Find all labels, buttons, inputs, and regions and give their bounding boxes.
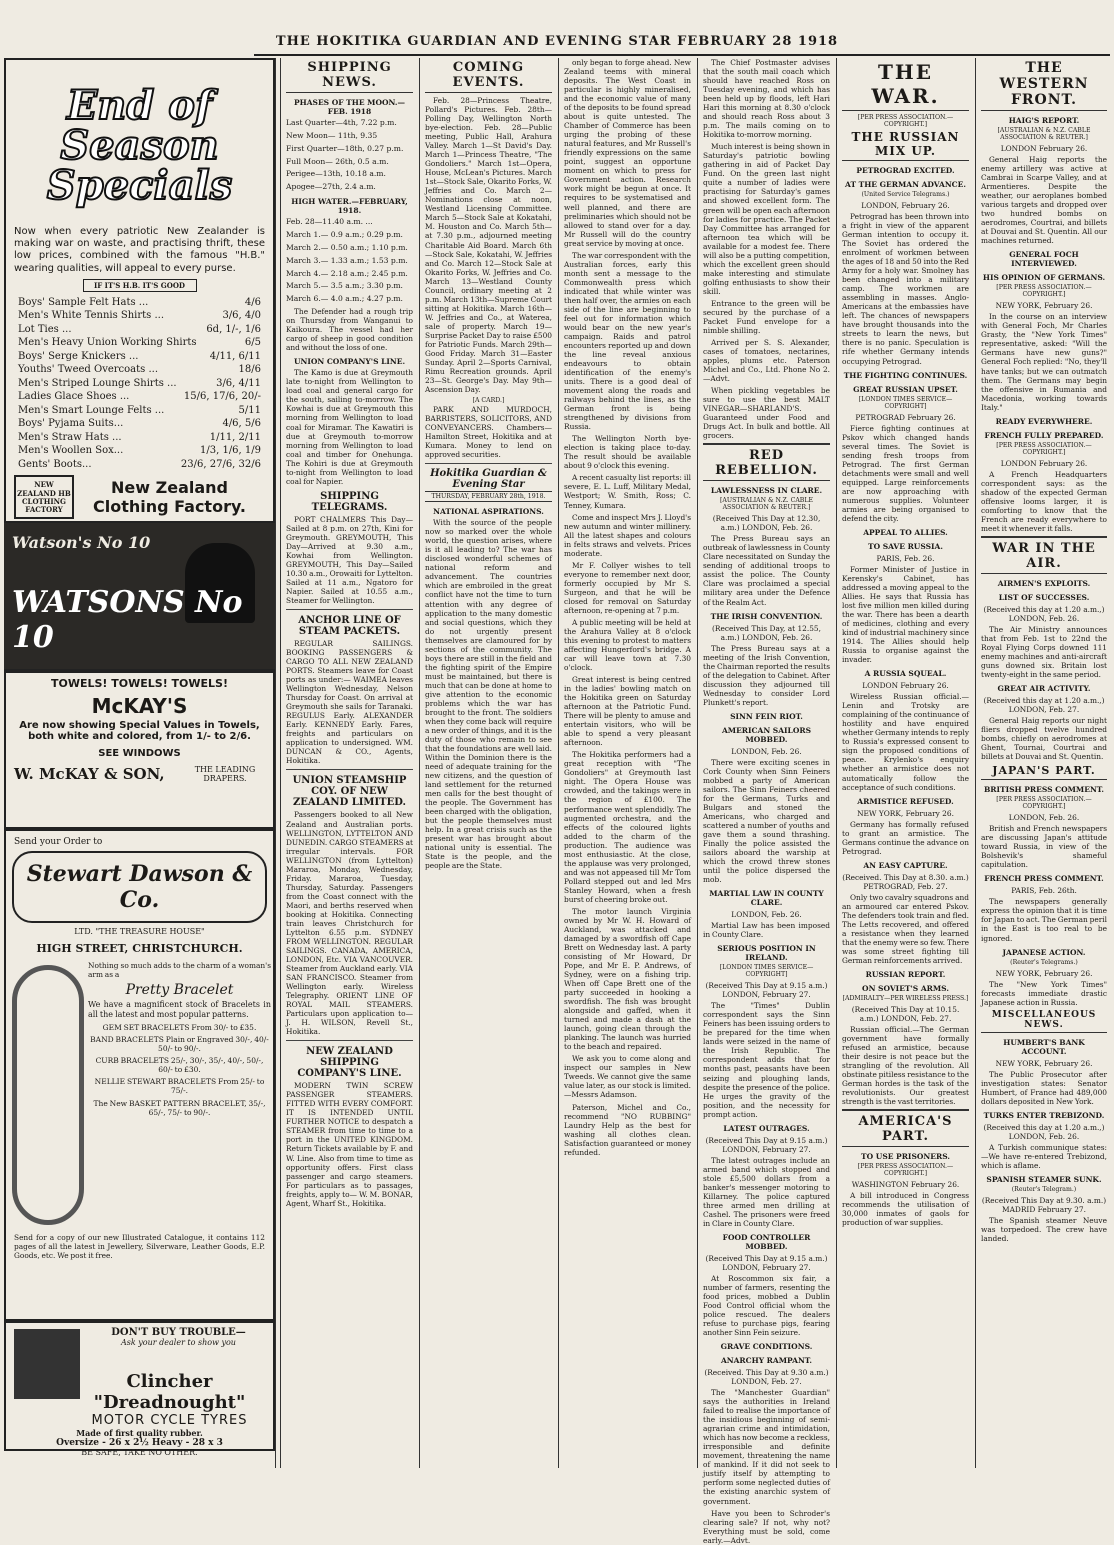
anchor-line-body: REGULAR SAILINGS. BOOKING PASSENGERS & CARGO TO ALL NEW ZEALAND PORTS. Steamers leave for Coast ports as under:— WAIMEA leaves Wellington Wednesday, Nelson Thursday for Coast. On arrival at Greymouth she sails for Taranaki. REGULUS Early. ALEXANDER Early. KENNEDY Early. Fares, freights and particulars on application to undersigned. WM. DUNCAN & CO., Agents, Hokitika. [286,639,413,766]
defender-note: The Defender had a rough trip on Thursday from Wanganui to Kaikoura. The vessel had her cargo of sheep in good condition and without the loss of one. [286,307,413,353]
irish-dateline: (Received This Day, at 12.55, a.m.) LONDON, Feb. 26. [712,623,821,642]
tweeds-paragraph: We ask you to come along and inspect our samples in New Tweeds. We cannot give the same value later, as our stock is limited.—Messrs Adamson. [564,1054,691,1100]
activity-dateline: (Received this day at 1.20 a.m.,) LONDON, Feb. 27. [983,696,1105,715]
bracelet-line: The New BASKET PATTERN BRACELET, 35/-, 65/-, 75/- to 90/-. [93,1098,266,1117]
easy-dateline: (Received. This Day at 8.30. a.m.) PETROGRAD, Feb. 27. [842,872,969,891]
ireland-column [697,58,835,1545]
fighting-title: THE FIGHTING CONTINUES. [843,370,968,380]
clincher-made: Made of first quality rubber. [76,1428,203,1438]
haig-credit: [AUSTRALIAN & N.Z. CABLE ASSOCIATION & REUTER.] [997,127,1091,141]
table-line: March 4.— 2.18 a.m.; 2.45 p.m. [286,268,408,278]
bracelet-line: NELLIE STEWART BRACELETS From 25/- to 75/-. [94,1077,265,1096]
price-row [18,431,261,445]
outrages-body: The latest outrages include an armed band which stopped and stole £5,500 dollars from a banker's messenger motoring to Killarney. The police captured three armed men drilling at Cashel. The prisoners were freed in Clare in County Clare. [703,1155,830,1228]
send-order: Send your Order to [14,837,103,847]
jact-dateline: NEW YORK, February 26. [995,968,1093,978]
watsons-top: Watson's No 10 [12,533,151,552]
anarchy-dateline: (Received. This Day at 9.30 a.m.) LONDON, Feb. 27. [704,1368,829,1387]
food-body: At Roscommon six fair, a number of farmers, resenting the food prices, mobbed a Dublin Food Control official whom the police rescued. The dealers refuse to purchase pigs, fearing another Sinn Fein seizure. [703,1273,830,1338]
squeal-body: Wireless Russian official.—Lenin and Trotsky are complaining of the continuance of hostility and have enquired whether Germany intends to reply to Russia's expressed consent to sign the proposed conditions of peace. Krylenko's enquiry whether an armistice does not automatically follow the acceptance of such conditions. [842,692,970,792]
item-name: Boys' Pyjama Suits... [18,418,124,430]
coming-events-heading: COMING EVENTS. [425,60,552,93]
item-price: 5/11 [238,404,261,416]
armistice-title: ARMISTICE REFUSED. [857,796,954,806]
price-row [18,363,261,377]
pretty-bracelet: Pretty Bracelet [125,982,234,999]
leader-date: THURSDAY, FEBRUARY 28th, 1918. [425,491,552,502]
price-row [18,390,261,404]
foch-subtitle: HIS OPINION OF GERMANS. [982,273,1106,283]
save-body: Former Minister of Justice in Kerensky's Cabinet, has addressed a moving appeal to the Allies. He says that Russia has lost five million men killed during the war. There has been a dearth of medicines, clothing and every kind of industrial machinery since 1914. The Allies should help Russia to organise against the invader. [842,564,969,665]
grave-conditions-title: GRAVE CONDITIONS. [720,1342,813,1352]
item-price: 1/11, 2/11 [209,431,261,443]
item-price: 3/6, 4/11 [216,377,261,389]
easy-body: Only two cavalry squadrons and an armoured car entered Pskov. The defenders took train and fled. The Letts recovered, and offered a resistance when they learned that the enemy were so few. There was some street fighting till German reinforcements arrived. [842,892,969,965]
item-name: Gents' Boots... [18,458,92,470]
shipping-telegrams-title: SHIPPING TELEGRAMS. [311,490,388,513]
masthead-rule [254,54,1110,56]
item-price: 3/6, 4/0 [222,310,261,322]
french-body: A French Headquarters correspondent says: as the shadow of the expected German offensive looms larger, it is comforting to know that the French are ready everywhere to meet it whenever it falls. [981,469,1107,533]
item-price: 1/3, 1/6, 1/9 [200,445,261,457]
food-controller-title: FOOD CONTROLLER MOBBED. [722,1232,811,1251]
foch-credit: [PER PRESS ASSOCIATION.—COPYRIGHT.] [996,284,1092,299]
jcom-dateline: LONDON, Feb. 26. [1008,813,1080,823]
mckay-tag: THE LEADING DRAPERS. [194,765,256,783]
entrance-paragraph: Entrance to the green will be secured by the purchase of a Packet Fund envelope for a nimble shilling. [703,298,830,335]
local-news-column [558,58,696,1468]
price-row [18,323,261,337]
span-credit: (Reuter's Telegram.) [1011,1185,1077,1193]
item-name: Boys' Serge Knickers ... [18,350,139,362]
collyer-paragraph: Mr F. Collyer wishes to tell everyone to remember next door, formerly occupied by Mr S. Surgeon, and that he will be closed for removal on Saturday afternoon, re-opening at 7 p.m. [564,560,691,615]
armistice-dateline: NEW YORK, February 26. [857,808,954,818]
price-row [18,350,261,364]
stewart-dawson-ad [4,829,275,1321]
clincher-tyres: MOTOR CYCLE TYRES [91,1413,248,1428]
jcom-body: British and French newspapers are discussing Japan's attitude toward Russia, in view of the Bolshevik's shameful capitulation. [981,824,1107,870]
item-name: Men's Heavy Union Working Shirts [18,337,197,349]
russian-report-title: RUSSIAN REPORT. [865,969,946,979]
price-row [18,458,261,472]
americas-part-heading: AMERICA'S PART. [842,1109,969,1147]
british-comment-title: BRITISH PRESS COMMENT. [983,785,1105,795]
japanese-action-title: JAPANESE ACTION. [1002,947,1086,957]
humbert-title: HUMBERT'S BANK ACCOUNT. [1003,1037,1085,1056]
serious-body: The "Times" Dublin correspondent says the Sinn Feiners has been issuing orders to be prepared for the time when lands were seized in the name of the Irish Republic. The correspondent adds that for months past, peasants have been seizing and ploughing lands, despite the presence of the police. He urges the gravity of the position, and the necessity for prompt action. [703,1001,830,1119]
western-front-heading: THE WESTERN FRONT. [981,60,1107,111]
armistice-body: Germany has formally refused to grant an armistice. The Germans continue the advance on Petrograd. [842,819,969,856]
bowling-gathering-paragraph: Much interest is being shown in Saturday's patriotic bowling gathering in aid of Packet Day Fund. On the green last night quite a number of ladies were practising for Saturday's games and showed excellent form. The green will be open each afternoon for ladies for practice. The Packet Day Committee has arranged for afternoon tea which will be available for a modest fee. There will also be a putting competition, which the excellent green should make interesting and stimulate golfing enthusiasts to show their skill. [703,142,830,296]
rr-body: The Press Bureau says an outbreak of lawlessness in County Clare necessitated on Sunday the sending of additional troops to assist the police. The County Clare was proclaimed a special military area under the Defence of the Realm Act. [703,534,830,607]
coming-events-list: Feb. 28—Princess Theatre, Pollard's Pictures. Feb. 28th—Polling Day, Wellington North bye-election. Feb. 28—Public meeting, Public Hall, Arahura Valley. March 1—St David's Day. March 1—Princess Theatre, "The Gondoliers." March 1st—Opera, House, McLean's Pictures. March 1st—Stock Sale, Okarito Forks, W. Jeffries and Co. March 2—Nominations close at noon, Westland Licensing Committee. March 5—Stock Sale at Kokatahi, M. Houston and Co. March 5th—at 7.30 p.m., adjourned meeting Charitable Aid Board. March 6th—Stock Sale, Kokatahi, W. Jeffries and Co. March 12—Stock Sale at Okarito Forks, W. Jeffries and Co. March 13—Westland County Council, ordinary meeting at 2 p.m. March 13th—Supreme Court sitting at Hokitika. March 16th—W. Jeffries and Co., at Waterea, sale of property. March 19—Surprise Packet Day to raise £500 for Patriotic Funds. March 29th—Good Friday. March 31—Easter Sunday. April 2—Sports Carnival, Rimu Recreation grounds. April 23—St. George's Day. May 9th—Ascension Day. [425,96,552,394]
turks-title: TURKS ENTER TREBIZOND. [983,1110,1105,1120]
irish-body: The Press Bureau says at a meeting of the Irish Convention, the Chairman reported the results of the delegation to Cabinet. After discussion they adjourned till Wednesday to consider Lord Plunkett's report. [703,643,830,707]
anarchy-body: The "Manchester Guardian" says the authorities in Ireland failed to realise the importance of the insidious beginning of semi-agrarian crime and intimidation, which has now become a reckless, irresponsible and definite movement, threatening the name of mankind. If it did not seek to justify itself by attempting to perform some neglected duties of the existing anarchic system of government. [703,1388,830,1506]
easy-capture-title: AN EASY CAPTURE. [863,860,948,870]
mckay-ad [4,671,275,829]
squeal-title: A RUSSIA SQUEAL. [864,669,947,679]
bracelet-line: GEM SET BRACELETS From 30/- to £35. [102,1022,257,1032]
dont-buy: DON'T BUY TROUBLE— [111,1327,246,1338]
war-correspondent-paragraph: The war correspondent with the Australian forces, early this month sent a message to the Commonwealth press which indicated that while winter was then half over, the armies on each side of the line are beginning to feel out for information which would bear on the new year's campaign. Raids and patrol encounters reported up and down the line reveal anxious endeavours to obtain identification of the enemy's units. There is a good deal of movement along the roads and railways behind the lines, as the German front is being strengthened by divisions from Russia. [564,250,691,432]
table-line: Full Moon— 26th, 0.5 a.m. [286,156,389,166]
table-line: New Moon— 11th, 9.35 [286,130,378,140]
firm-name: New Zealand Clothing Factory. [93,478,246,517]
upset-dateline: PETROGRAD February 26. [855,412,956,422]
upset-credit: [LONDON TIMES SERVICE—COPYRIGHT] [858,395,953,410]
anchor-line-title: ANCHOR LINE OF STEAM PACKETS. [298,615,401,638]
american-body: There were exciting scenes in Cork County when Sinn Feiners mobbed a party of American sailors. The Sinn Feiners cheered for the Germans, Turks and Bulgars and stoned the Americans, who charged and scattered a number of youths and gave them a sound thrashing. Finally the police assisted the sailors aboard the warship at which the crowd threw stones until the police dispersed the mob. [703,757,830,885]
serious-position-title: SERIOUS POSITION IN IRELAND. [717,944,816,963]
outrages-dateline: (Received This Day at 9.15 a.m.) LONDON, February 27. [705,1135,828,1154]
foch-title: GENERAL FOCH INTERVIEWED. [1009,250,1079,269]
span-dateline: (Received This Day at 9.30. a.m.) MADRID February 27. [981,1195,1107,1214]
table-line: Perigee—13th, 10.18 a.m. [286,169,386,179]
end-season-title: End of Season Specials [46,82,233,209]
alexander-paragraph: Arrived per S. S. Alexander, cases of tomatoes, nectarines, apples, plums etc. Paterson Michel and Co., Ltd. Phone No 2.—Advt. [703,337,830,384]
jact-body: The "New York Times" forecasts immediate drastic Japanese action in Russia. [981,979,1107,1007]
prisoners-credit: [PER PRESS ASSOCIATION.—COPYRIGHT.] [857,1163,954,1178]
martial-law-title: MARTIAL LAW IN COUNTY CLARE. [709,889,824,908]
haig-body: General Haig reports the enemy artillery was active at Cambrai in Scarpe Valley, and at Armentieres. Despite the weather, our aeroplanes bombed various targets and dropped over two hundred bombs on aerodromes, Courtrai, and billets at Douvai and St. Quentin. All our machines returned. [981,155,1107,246]
vinegar-paragraph: When pickling vegetables be sure to use the best MALT VINEGAR—SHARLAND'S. Guaranteed under Food and Drugs Act. In bulk and bottle. All grocers. [703,386,830,441]
see-windows: SEE WINDOWS [98,748,181,759]
item-price: 6/5 [244,337,261,349]
coming-events-column [419,58,557,1468]
item-price: 23/6, 27/6, 32/6 [180,458,261,470]
shipping-heading: SHIPPING NEWS. [286,60,413,93]
martial-law-dateline: LONDON, Feb. 26. [731,910,802,920]
high-water-title: HIGH WATER.—FEBRUARY, 1918. [291,197,408,216]
save-russia-title: TO SAVE RUSSIA. [868,541,943,551]
item-name: Men's Striped Lounge Shirts ... [18,377,177,389]
end-of-season-ad [4,58,275,523]
upset-title: GREAT RUSSIAN UPSET. [853,384,958,394]
item-price: 4/6 [244,296,261,308]
item-price: 6d, 1/-, 1/6 [206,323,261,335]
turks-dateline: (Received this day at 1.20 a.m.,) LONDON, Feb. 26. [983,1122,1105,1141]
turks-body: A Turkish communique states:—We have re-entered Trebizond, which is aflame. [981,1142,1107,1170]
table-line: Last Quarter—4th, 7.22 p.m. [286,118,397,127]
spanish-steamer-title: SPANISH STEAMER SUNK. [986,1174,1102,1184]
red-rebellion-heading: RED REBELLION. [703,443,830,481]
item-name: Men's Smart Lounge Felts ... [18,404,165,416]
item-name: Men's White Tennis Shirts ... [18,310,165,322]
table-line: March 6.— 4.0 a.m.; 4.27 p.m. [286,294,403,304]
foch-body: In the course on an interview with General Foch, Mr Charles Grasty, the "New York Times" representative, asked: "Will the Germans have new guns?" General Foch replied: "No, they'll have tanks; but we can outmatch them. The Germans may begin the offensive in Rumania and Macedonia, working towards Italy." [981,312,1107,412]
western-front-column [975,58,1112,1468]
german-credit: (United Service Telegrams.) [861,191,950,198]
soviet-arms-title: ON SOVIET'S ARMS. [862,983,949,993]
martial-law-body: Martial Law has been imposed in County Clare. [703,921,830,940]
price-row [18,444,261,458]
serious-dateline: (Received This Day at 9.15 a.m.) LONDON, February 27. [705,981,828,1000]
item-name: Lot Ties ... [18,323,72,335]
stewart-street: HIGH STREET, CHRISTCHURCH. [36,942,243,955]
french-title: FRENCH FULLY PREPARED. [984,430,1104,440]
table-line: Feb. 28—11.40 a.m. ... [286,217,373,227]
humbert-body: The Public Prosecutor after investigation states: Senator Humbert, of France had 489,000 dollars deposited in New York. [981,1069,1107,1106]
prisoners-dateline: WASHINGTON February 26. [851,1180,960,1190]
table-line: March 3.— 1.33 a.m.; 1.53 p.m. [286,255,408,265]
foch-dateline: NEW YORK, February 26. [995,301,1093,311]
moon-phases-title: PHASES OF THE MOON.—FEB. 1918 [293,98,406,116]
bracelet-line: BAND BRACELETS Plain or Engraved 30/-, 40/- 50/- to 90/-. [90,1034,269,1053]
bracelet-illustration [12,965,84,1225]
jact-credit: (Reuter's Telegrams.) [1010,958,1078,966]
success-dateline: (Received this day at 1.20 a.m.,) LONDON, Feb. 26. [983,604,1105,623]
price-row [18,336,261,350]
mckay-name: McKAY'S [91,694,188,718]
activity-title: GREAT AIR ACTIVITY. [997,684,1091,694]
union-steamship-body: Passengers booked to all New Zealand and Australian ports. WELLINGTON, LYTTELTON AND DUNEDIN. CARGO STEAMERS at irregular intervals. FOR WELLINGTON (from Lyttelton) Mararoa, Monday, Wednesday, Friday. Mararoa, Tuesday, Thursday, Saturday. Passengers from the Coast connect with the Maori, and berths reserved when booking at Hokitika. Connecting train leaves Christchurch for Lyttelton 6.55 p.m. SYDNEY FROM WELLINGTON. REGULAR SAILINGS. CANADA, AMERICA, LONDON, Etc. VIA VANCOUVER. Steamer from Auckland early. VIA SAN FRANCISCO. Steamer from Wellington early. Wireless Telegraphy. ORIENT LINE OF ROYAL MAIL STEAMERS. Particulars upon application to— J. H. WILSON, Revell St., Hokitika. [286,810,413,1037]
moon-phases-list [286,118,413,192]
haig-dateline: LONDON February 26. [1000,144,1088,153]
success-title: LIST OF SUCCESSES. [998,592,1090,602]
food-dateline: (Received This Day at 9.15 a.m.) LONDON, February 27. [705,1253,828,1272]
squeal-dateline: LONDON February 26. [862,681,949,691]
activity-body: General Haig reports our night fliers dropped twelve hundred bombs, chiefly on aerodromes at Ghent, Tournai, Courtrai and billets at Douvai and St. Quentin. [981,716,1107,762]
nz-shipping-body: MODERN TWIN SCREW PASSENGER STEAMERS. FITTED WITH EVERY COMFORT. IT IS INTENDED UNTIL FURTHER NOTICE to despatch a STEAMER from time to time to a port in the UNITED KINGDOM. Return Tickets available by F. and W. Line. Also from time to time as opportunity offers. First class passenger and cargo steamers. For particulars as to passages, freights, apply to— W. M. BONAR, Agent, Wharf St., Hokitika. [286,1081,413,1208]
jcom-credit: [PER PRESS ASSOCIATION.—COPYRIGHT.] [996,796,1092,811]
irish-convention-title: THE IRISH CONVENTION. [710,611,823,621]
stewart-lead: Nothing so much adds to the charm of a woman's arm as a [88,961,271,980]
item-name: Ladies Glace Shoes ... [18,391,130,403]
park-murdoch-card: PARK AND MURDOCH, BARRISTERS, SOLICITORS, AND CONVEYANCERS. Chambers—Hamilton Street, Hokitika and at Kumara. Money to lend on approved securities. [425,405,552,460]
petrograd-excited-title: PETROGRAD EXCITED. [856,166,955,175]
bye-election-paragraph: The Wellington North bye-election is taking place to-day. The result should be available about 9 o'clock this evening. [564,434,691,471]
price-list [18,296,261,472]
fcom-dateline: PARIS, Feb. 26th. [1011,886,1077,896]
table-line: March 1.— 0.9 a.m.; 0.29 p.m. [286,230,403,240]
soviet-body: Russian official.—The German government have formally refused an armistice, because their desire is not peace but the strangling of the revolution. All obstinate pitiless resistance to the German hordes is the task of the revolutionists. Our greatest strength is the vast territories. [842,1024,969,1107]
item-price: 18/6 [238,364,261,376]
save-dateline: PARIS, Feb. 26. [876,553,935,563]
swordfish-paragraph: The motor launch Virginia owned by Mr W. H. Howard of Auckland, was attacked and damaged by a swordfish off Cape Brett on Wednesday last. A party consisting of Mr Howard, Dr Pope, and Mr E. P. Andrews, of Sydney, were on a fishing trip. When off Cape Brett one of the party succeeded in hooking a swordfish. The fish was brought alongside and gaffed, when it turned and made a dash at the launch, going clean through the planking. The launch was hurried to the beach and repaired. [564,906,691,1052]
bracelet-line: CURB BRACELETS 25/-, 30/-, 35/-, 40/-, 50/-, 60/- to £30. [95,1055,264,1075]
union-line-title: UNION COMPANY'S LINE. [293,357,406,367]
hb-logo: NEW ZEALAND HB CLOTHING FACTORY [14,475,74,519]
shipping-telegrams-body: PORT CHALMERS This Day—Sailed at 8 p.m. on 27th, Kini for Greymouth. GREYMOUTH, This Day—Arrived at 9.30 a.m., Kowhai from Wellington. GREYMOUTH, This Day—Sailed 10.30 a.m., Orowaiti for Lyttelton. Sailed at 11 a.m., Ngatoro for Napier. Sailed at 10.55 a.m., Steamer for Wellington. [286,514,413,606]
upset-body: Fierce fighting continues at Pskov which changed hands several times. The Soviet is sending fresh troops from Petrograd. The first German detachments were small and well equipped. Large reinforcements are now approaching with numerous supplies. Volunteer armies are being organised to defend the city. [842,423,969,523]
towels-heading: TOWELS! TOWELS! TOWELS! [50,677,228,690]
high-water-list [286,217,413,304]
item-price: 4/6, 5/6 [222,418,261,430]
end-season-intro: Now when every patriotic New Zealander is making war on waste, and practising thrift, these low prices, combined with the famous "H.B." wearing qualities, will appeal to every purse. [14,226,265,274]
russian-mix-heading: THE RUSSIAN MIX UP. [842,130,969,161]
item-price: 15/6, 17/6, 20/- [183,391,261,403]
war-in-air-heading: WAR IN THE AIR. [981,536,1107,574]
fcom-body: The newspapers generally express the opinion that it is time for Japan to act. The German peril in the East is too real to be ignored. [981,897,1107,943]
span-body: The Spanish steamer Neuve was torpedoed. The crew have landed. [981,1215,1107,1243]
rr-dateline: (Received This Day at 12.30, a.m.) LONDON, Feb. 26. [712,514,821,533]
german-body: Petrograd has been thrown into a fright in view of the apparent German intention to occupy it. The Soviet has ordered the enrolment of workmen between the ages of 18 and 50 into the Red Army for a holy war. Smolney has been changed into a military camp. The workmen are assembling in masses. Anglo-Americans at the embassies have left. The chances of newspapers have brought thousands into the streets to learn the news, but there is no panic. Speculation is rife whether Germany intends occupying Petrograd. [842,212,969,366]
humbert-dateline: NEW YORK, February 26. [995,1058,1093,1068]
price-row [18,404,261,418]
ready-title: READY EVERYWHERE. [995,416,1093,426]
stewart-name: Stewart Dawson & Co. [12,851,267,923]
rr-credit: [AUSTRALIAN & N.Z. CABLE ASSOCIATION & REUTER.] [720,497,813,512]
the-war-column [836,58,974,1468]
national-aspirations-title: NATIONAL ASPIRATIONS. [433,507,544,517]
masthead: THE HOKITIKA GUARDIAN AND EVENING STAR FEBRUARY 28 1918 [275,34,839,49]
table-line: March 5.— 3.5 a.m.; 3.30 p.m. [286,281,403,291]
watsons-bottom: WATSONS No 10 [12,585,243,655]
sinn-fein-title: SINN FEIN RIOT. [730,711,803,721]
hb-badge: IF IT'S H.B. IT'S GOOD [83,279,197,292]
german-advance-title: AT THE GERMAN ADVANCE. [845,180,966,189]
german-dateline: LONDON, February 26. [861,201,950,210]
union-line-body: The Kamo is due at Greymouth late to-night from Wellington to load coal and general cargo for the south, sailing to-morrow. The Kowhai is due at Greymouth this morning from Wellington to load coal for Miramar. The Kawatiri is due at Greymouth to-morrow morning from Wellington to load coal and timber for Onehunga. The Kohiri is due at Greymouth to-night from Wellington to load coal for Napier. [286,368,413,486]
mckay-body: Are now showing Special Values in Towels, both white and colored, from 1/- to 2/6. [19,720,260,742]
price-row [18,377,261,391]
table-line: March 2.— 0.50 a.m.; 1.10 p.m. [286,242,408,252]
schroder-paragraph: Have you been to Schroder's clearing sale? If not, why not? Everything must be sold, come early.—Advt. [703,1508,830,1545]
clincher-sizes: Oversize - 26 x 2½ Heavy - 28 x 3 [56,1438,223,1448]
item-name: Boys' Sample Felt Hats ... [18,296,149,308]
bracelet-list [88,1023,271,1117]
national-aspirations-body: With the source of the people now so marked over the whole world, the question arises, where is it all leading to? The war has disclosed wonderful schemes of national reform and advancement. The countries which are embroiled in the great conflict have not the time to turn attention with any degree of application to the many domestic and social questions, which they do not urgently present themselves are clamoured for by sections of the community. The boys there are still in the field and the fighting spirit of the Empire must be maintained, but there is much that can be done at home to give attention to the economic problems which the war has brought to the front. The soldiers when they come back will require a new order of things, and it is the duty of those who remain to see that the foundations are well laid. Within the Dominion there is the need of adequate training for the new citizens, and the question of land settlement for the returned men calls for the best thought of the people. The Government has been charged with the obligation, but the people themselves must help. In a great crisis such as the present war has brought about national unity is essential. The State is the people, and the people are the State. [425,518,552,871]
nz-shipping-title: NEW ZEALAND SHIPPING COMPANY'S LINE. [297,1046,402,1080]
prisoners-title: TO USE PRISONERS. [861,1152,950,1162]
public-meeting-paragraph: A public meeting will be held at the Arahura Valley at 8 o'clock this evening to protest to matters affecting Hungerford's bridge. A car will leave town at 7.30 o'clock. [564,617,691,673]
item-name: Youths' Tweed Overcoats ... [18,364,158,376]
serious-credit: [LONDON TIMES SERVICE—COPYRIGHT] [719,964,814,979]
battleship-illustration [14,1329,80,1399]
stewart-body: We have a magnificent stock of Bracelets in all the latest and most popular patterns. [88,1000,271,1019]
clincher-safe: BE SAFE, TAKE NO OTHER. [81,1448,198,1457]
bowling-paragraph: Great interest is being centred in the ladies' bowling match on the Hokitika green on Saturday afternoon at the Patriotic Fund. There will be plenty to amuse and entertain visitors, who will be able to spend a very pleasant afternoon. [564,675,691,748]
success-body: The Air Ministry announces that from Feb. 1st to 22nd the Royal Flying Corps downed 111 enemy machines and anti-aircraft guns downed six. Britain lost twenty-eight in the same period. [981,624,1107,680]
american-sailors-title: AMERICAN SAILORS MOBBED. [721,725,812,744]
gondoliers-paragraph: The Hokitika performers had a great reception with "The Gondoliers" at Greymouth last night. The Opera House was crowded, and the takings were in the region of £100. The performance went splendidly. The augmented orchestra, and the effects of the coloured lights added to the charm of the production. The audience was most enthusiastic. At the close, the applause was very prolonged, and was not appeased till Mr Tom Pollard stepped out and led Mrs Stanley Howard, when a fresh burst of cheering broke out. [564,750,691,904]
clincher-ad [4,1321,275,1457]
prisoners-body: A bill introduced in Congress recommends the utilisation of 30,000 inmates of gaols for production of war supplies. [842,1191,969,1228]
airmen-title: AIRMEN'S EXPLOITS. [997,578,1091,588]
item-name: Men's Woollen Sox... [18,445,124,457]
ask-dealer: Ask your dealer to show you [121,1338,236,1347]
clincher-name: Clincher "Dreadnought" [93,1371,246,1413]
card-label: [A CARD.] [472,397,505,405]
stewart-ltd: LTD. "THE TREASURE HOUSE" [74,927,205,936]
mckay-firm: W. McKAY & SON, [14,765,165,783]
price-row [18,296,261,310]
french-comment-title: FRENCH PRESS COMMENT. [984,874,1104,884]
appeal-title: APPEAL TO ALLIES. [863,527,948,537]
soviet-dateline: (Received This Day at 10.15. a.m.) LONDON, Feb. 27. [851,1004,960,1023]
watsons-ad [4,523,275,671]
anarchy-title: ANARCHY RAMPANT. [720,1356,813,1366]
american-dateline: LONDON, Feb. 26. [731,746,802,756]
haig-title: HAIG'S REPORT. [1008,116,1080,125]
french-dateline: LONDON February 26. [1000,458,1088,468]
laundry-paragraph: Paterson, Michel and Co., recommend "NO RUBBING" Laundry Help as the best for washing all clothes clean. Satisfaction guaranteed or money refunded. [564,1102,691,1157]
price-row [18,309,261,323]
item-name: Men's Straw Hats ... [18,431,122,443]
union-steamship-title: UNION STEAMSHIP COY. OF NEW ZEALAND LIMITED. [292,775,407,809]
table-line: Apogee—27th, 2.4 a.m. [286,182,376,192]
japans-part-heading: JAPAN'S PART. [981,764,1107,780]
misc-news-heading: MISCELLANEOUS NEWS. [981,1010,1107,1033]
table-line: First Quarter—18th, 0.27 p.m. [286,143,404,153]
french-credit: [PER PRESS ASSOCIATION.—COPYRIGHT.] [996,441,1092,456]
paper-nameplate: Hokitika Guardian & Evening Star [430,468,547,491]
shipping-column [280,58,418,1468]
lawlessness-subhead: LAWLESSNESS IN CLARE. [710,486,823,496]
item-price: 4/11, 6/11 [209,350,261,362]
advertisements-column [4,58,276,1468]
the-war-heading: THE WAR. [842,60,969,111]
outrages-title: LATEST OUTRAGES. [723,1123,810,1133]
millinery-paragraph: Come and inspect Mrs J. Lloyd's new autumn and winter millinery. All the latest shapes and colours in felts straws and velvets. Prices moderate. [564,512,691,558]
mail-paragraph: The Chief Postmaster advises that the south mail coach which should have reached Ross on Tuesday evening, and which has been held up by floods, left Hari Hari this morning at 8.30 o'clock and should reach Ross about 3 p.m. The mails coming on to Hokitika to-morrow morning. [703,58,830,140]
mineral-paragraph: only began to forge ahead. New Zealand teems with mineral deposits. The West Coast in particular is highly mineralised, and the economic value of many of the deposits to be found spread about is quite untested. The Chamber of Commerce has been urging the probing of these natural features, and Mr Russell's friendly expressions on the same point, suggest an opportune moment on which to press for Government action. Research work might be begun at once. It requires to be systematised and well planned, and there are preliminaries which should not be allowed to stand over for a day. Mr Russell will do the country great service by moving at once. [564,58,691,248]
soviet-credit: [ADMIRALTY—PER WIRELESS PRESS.] [842,994,969,1002]
price-row [18,417,261,431]
war-credit: [PER PRESS ASSOCIATION.—COPYRIGHT.] [857,114,954,128]
stewart-foot: Send for a copy of our new Illustrated Catalogue, it contains 112 pages of all the latest in Jewellery, Silverware, Leather Goods, E.P. Goods, etc. We post it free. [14,1233,265,1261]
casualty-paragraph: A recent casualty list reports: ill severe, E. L. Luff, Military Medal, Westport; W. Smith, Ross; C. Tenney, Kumara. [564,473,691,510]
